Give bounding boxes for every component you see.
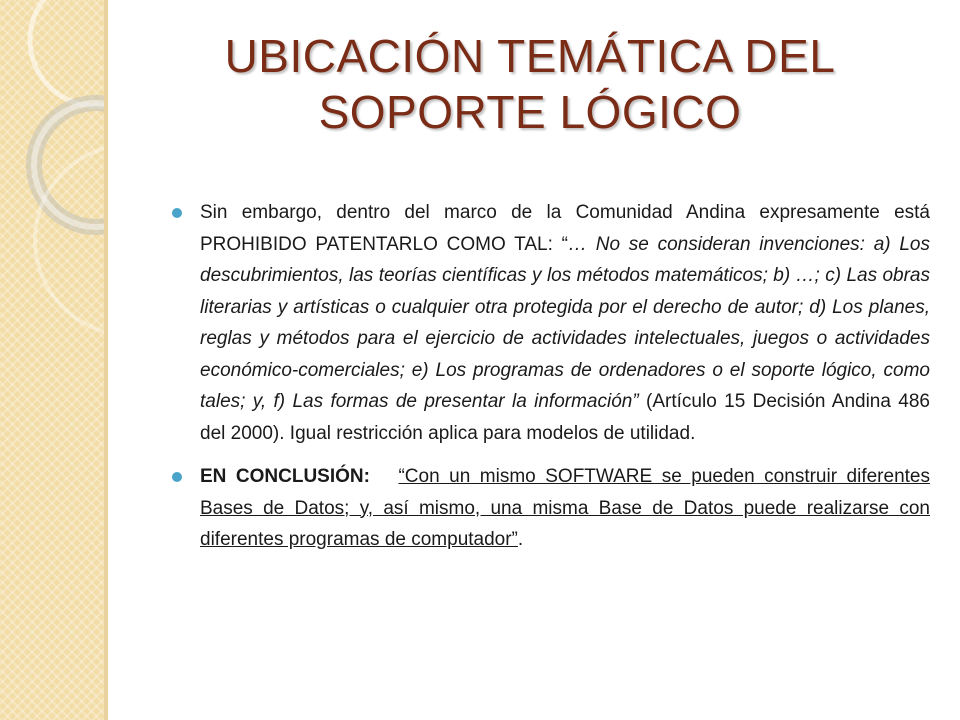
bullet-dot-icon [172, 472, 182, 482]
list-item [172, 461, 930, 556]
conclusion-label: EN CONCLUSIÓN: [200, 466, 370, 487]
decorative-left-band [0, 0, 104, 720]
conclusion-tail: . [517, 529, 524, 550]
decorative-circles-icon [0, 0, 104, 720]
conclusion-quote: “Con un mismo SOFTWARE se pueden construir diferentes Bases de Datos; y, así mismo, una misma Base de Datos puede realizarse con diferentes programas de computador” [200, 466, 930, 550]
bullet-dot-icon [172, 208, 182, 218]
bullet-1-text-c: (Artículo 15 Decisión Andina 486 del 2000). Igual restricción aplica para modelos de utilidad. [200, 391, 931, 444]
bullet-list [172, 197, 930, 556]
list-item [172, 197, 930, 449]
bullet-1-quote: … No se consideran invenciones: a) Los descubrimientos, las teorías científicas y los métodos matemáticos; b) …; c) Las obras literarias y artísticas o cualquier otra protegida por el derecho de autor; d) Los planes, reglas y métodos para el ejercicio de actividades intelectuales, juegos o actividades económico-comerciales; e) Los programas de ordenadores o el soporte lógico, como tales; y, f) Las formas de presentar la información” [200, 233, 930, 412]
title-line-2: SOPORTE LÓGICO [318, 86, 742, 138]
slide-title [150, 28, 910, 140]
title-line-1: UBICACIÓN TEMÁTICA DEL [224, 30, 836, 82]
bullet-1-text-a: Sin embargo, dentro del marco de la Comunidad Andina expresamente está PROHIBIDO PATENTARLO COMO TAL: “ [200, 202, 930, 255]
band-edge-divider [104, 0, 108, 720]
